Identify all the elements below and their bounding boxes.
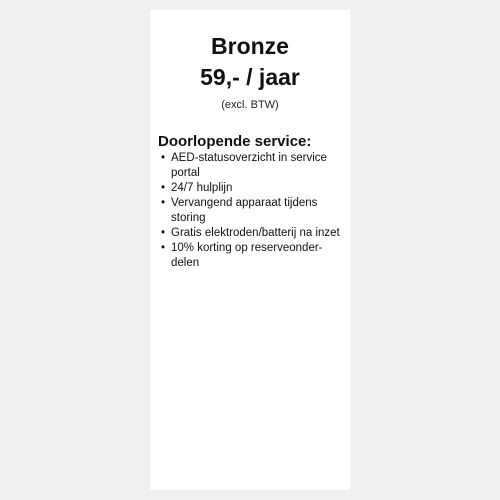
- feature-line: Gratis elektroden/batterij na inzet: [171, 227, 340, 239]
- plan-name: Bronze: [211, 33, 289, 59]
- service-title: Doorlopende service:: [158, 133, 312, 150]
- vat-note: (excl. BTW): [221, 99, 279, 111]
- pricing-card: [150, 10, 350, 490]
- feature-item: [160, 181, 350, 196]
- feature-line: storing: [171, 212, 206, 224]
- bullet-icon: •: [161, 197, 166, 209]
- bullet-icon: •: [161, 152, 166, 164]
- bullet-icon: •: [161, 227, 166, 239]
- bullet-icon: •: [161, 242, 166, 254]
- feature-line: 10% korting op reserveonder-: [171, 242, 323, 254]
- feature-line: Vervangend apparaat tijdens: [171, 197, 318, 209]
- feature-line: delen: [171, 257, 200, 269]
- feature-line: 24/7 hulplijn: [171, 182, 233, 194]
- feature-item: [160, 151, 350, 181]
- feature-item: [160, 226, 350, 241]
- feature-item: [160, 196, 350, 226]
- feature-line: AED-statusoverzicht in service: [171, 152, 327, 164]
- feature-list: [160, 151, 350, 271]
- feature-line: portal: [171, 167, 200, 179]
- bullet-icon: •: [161, 182, 166, 194]
- feature-item: [160, 241, 350, 271]
- plan-price: 59,- / jaar: [200, 64, 300, 90]
